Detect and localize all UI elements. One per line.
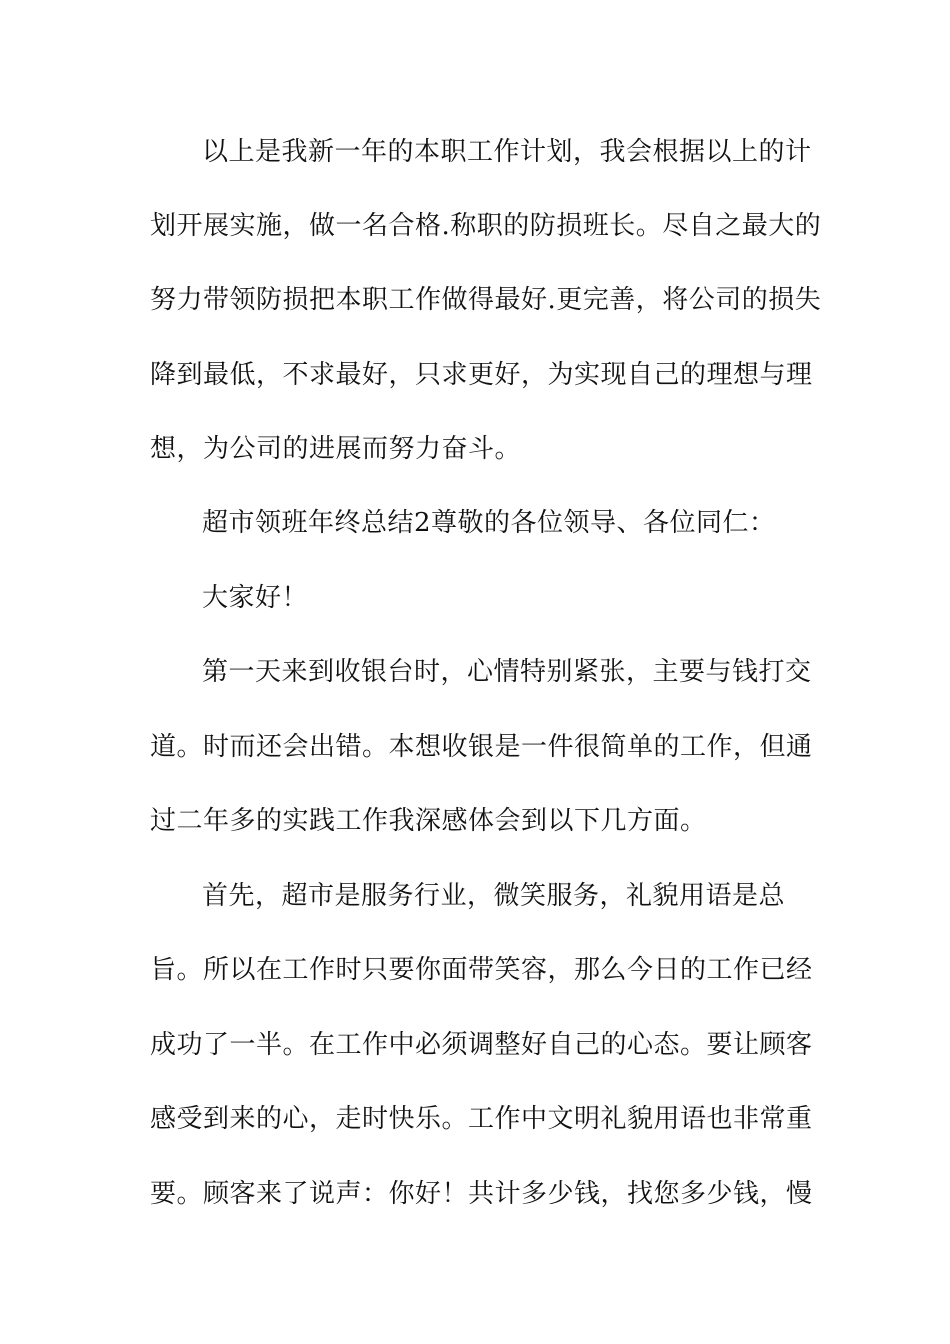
paragraph-3-line-3: 成功了一半。在工作中必须调整好自己的心态。要让顾客 — [150, 1030, 813, 1060]
paragraph-3-line-4: 感受到来的心，走时快乐。工作中文明礼貌用语也非常重 — [150, 1104, 813, 1134]
heading-line: 超市领班年终总结2尊敬的各位领导、各位同仁： — [202, 508, 776, 538]
paragraph-2-line-2: 道。时而还会出错。本想收银是一件很简单的工作，但通 — [150, 732, 813, 762]
paragraph-3-line-2: 旨。所以在工作时只要你面带笑容，那么今日的工作已经 — [150, 955, 813, 985]
paragraph-3-line-5: 要。顾客来了说声：你好！共计多少钱，找您多少钱，慢 — [150, 1179, 813, 1209]
paragraph-1-line-3: 努力带领防损把本职工作做得最好.更完善，将公司的损失 — [150, 285, 822, 315]
paragraph-2-line-3: 过二年多的实践工作我深感体会到以下几方面。 — [150, 806, 707, 836]
paragraph-1-line-2: 划开展实施，做一名合格.称职的防损班长。尽自之最大的 — [150, 211, 822, 241]
paragraph-1-line-5: 想，为公司的进展而努力奋斗。 — [150, 434, 522, 464]
greeting-line: 大家好！ — [202, 583, 309, 613]
paragraph-1-line-4: 降到最低，不求最好，只求更好，为实现自己的理想与理 — [150, 360, 813, 390]
paragraph-2-line-1: 第一天来到收银台时，心情特别紧张，主要与钱打交 — [202, 657, 812, 687]
paragraph-3-line-1: 首先，超市是服务行业，微笑服务，礼貌用语是总 — [202, 881, 786, 911]
paragraph-1-line-1: 以上是我新一年的本职工作计划，我会根据以上的计 — [202, 137, 812, 167]
